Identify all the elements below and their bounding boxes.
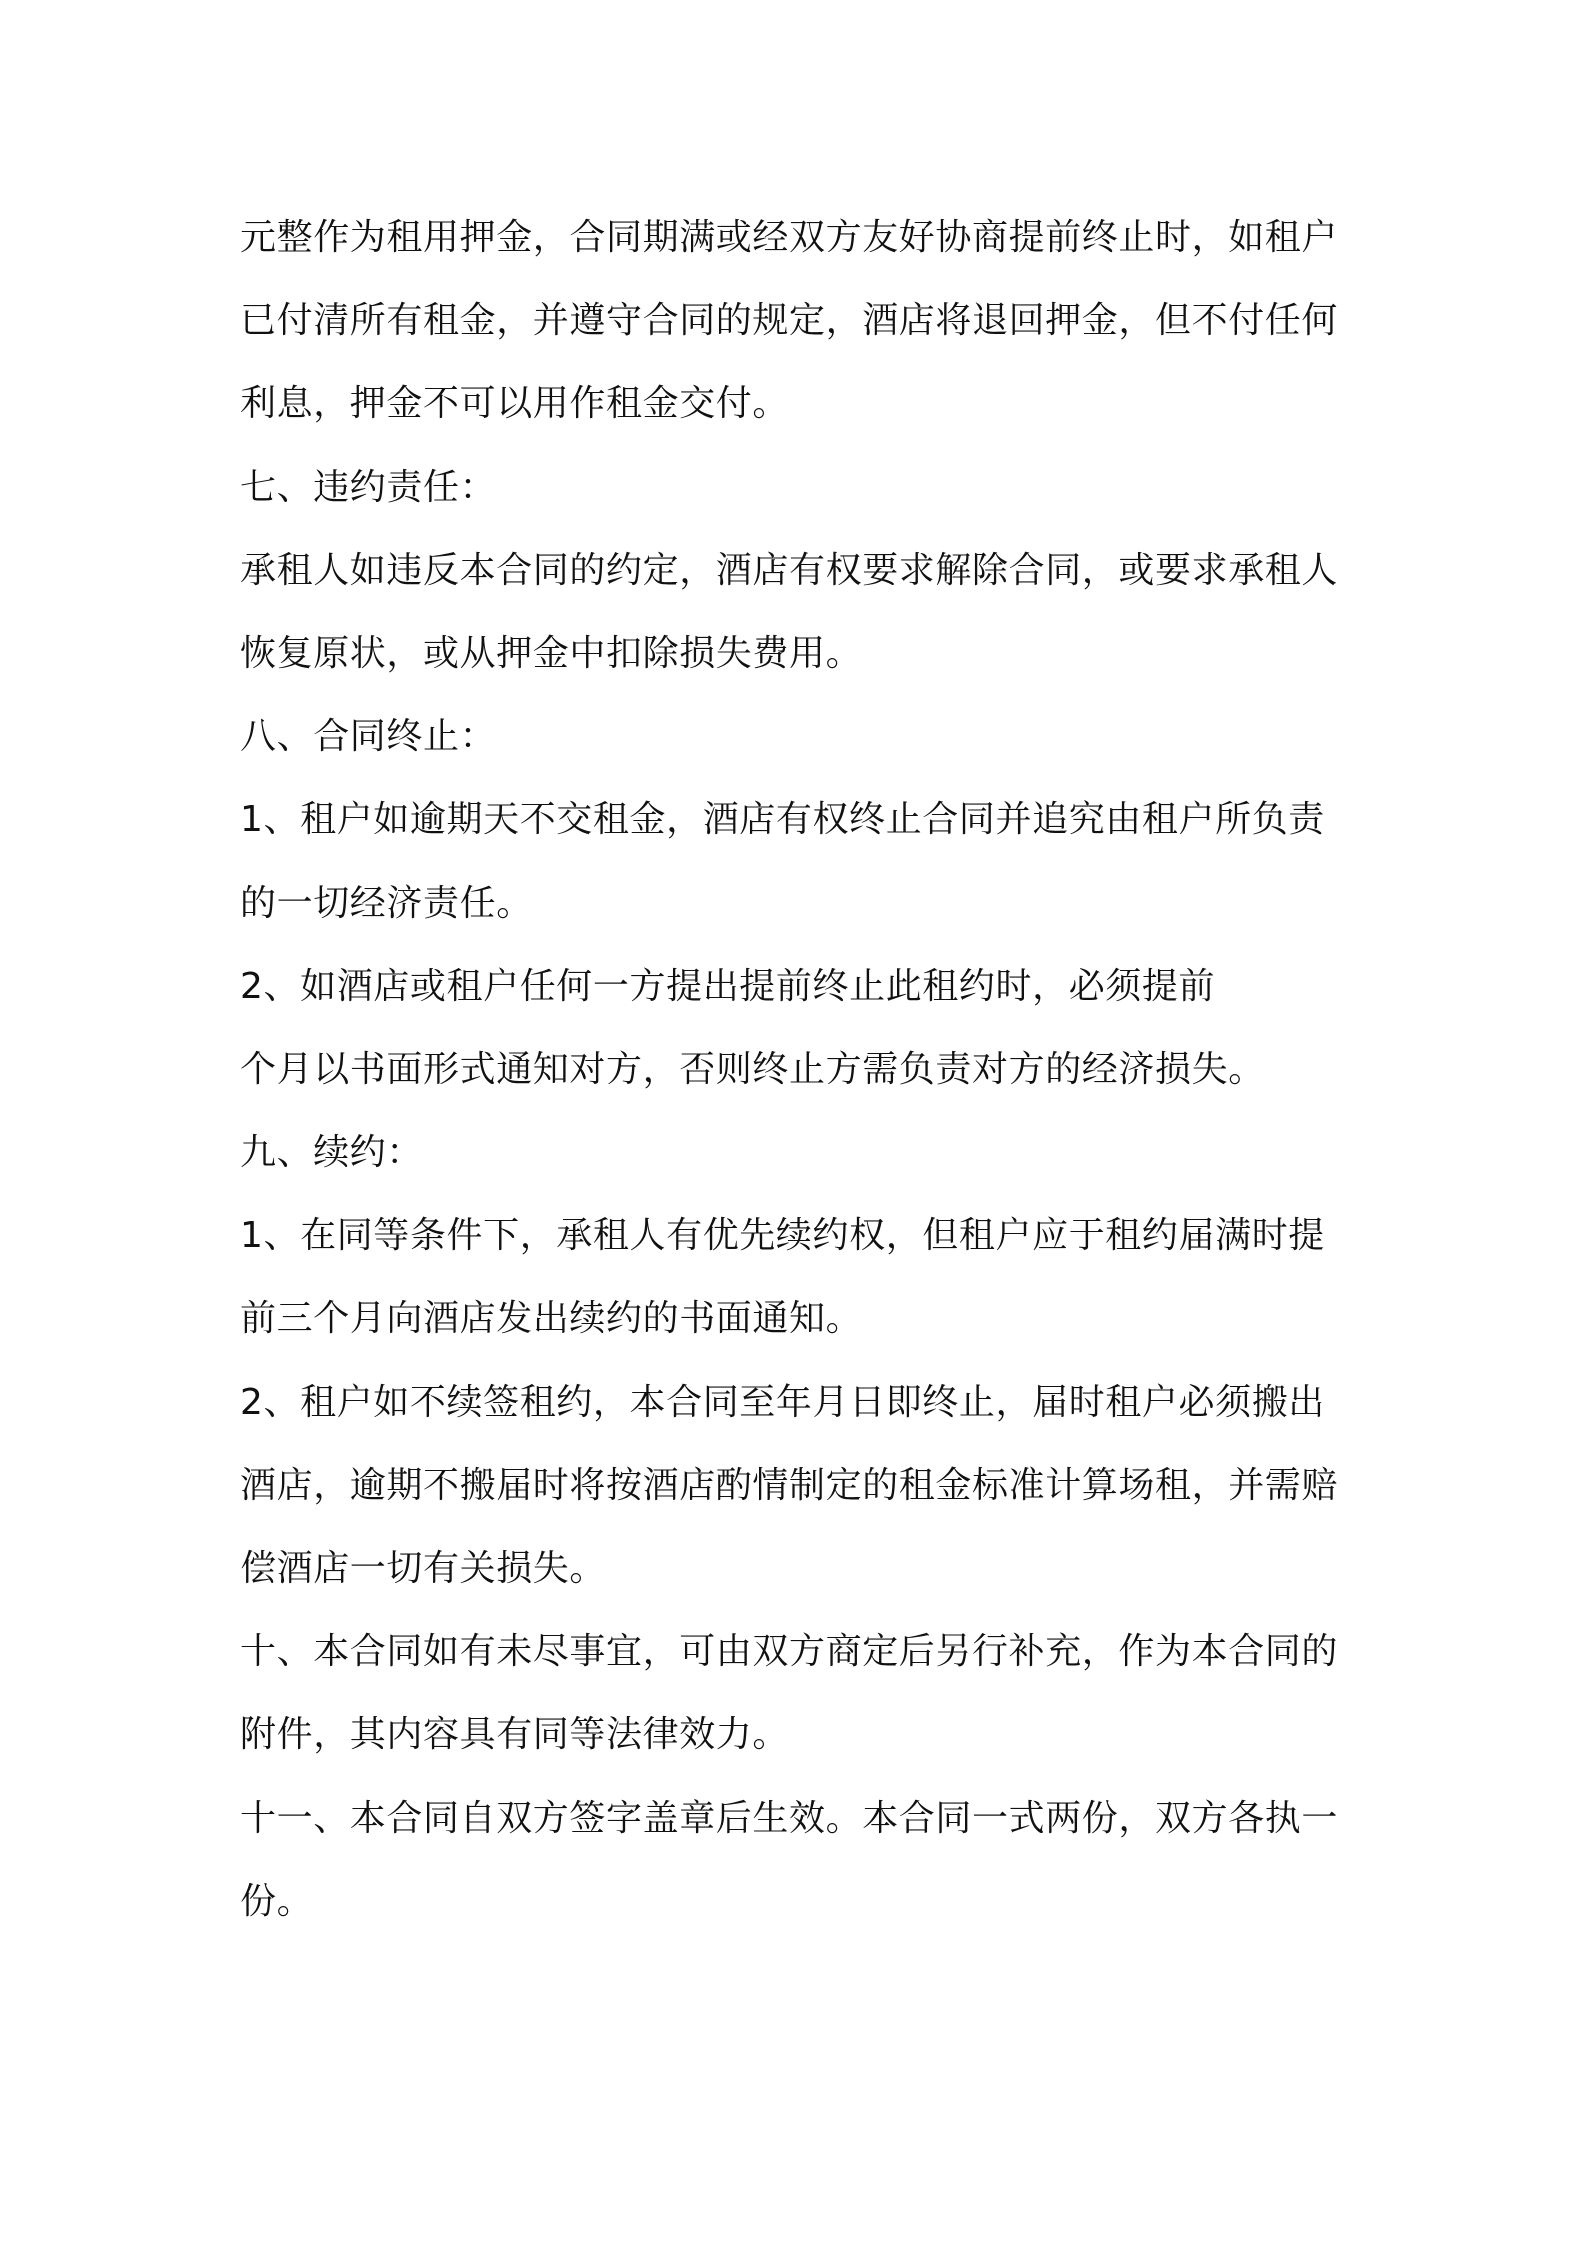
text-line-deposit: 利息，押金不可以用作租金交付。 xyxy=(240,383,790,425)
text-line-renewal: 2、租户如不续签租约，本合同至年月日即终止，届时租户必须搬出 xyxy=(240,1381,1325,1423)
clause-supplement: 附件，其内容具有同等法律效力。 xyxy=(240,1714,790,1756)
text-line-deposit: 已付清所有租金，并遵守合同的规定，酒店将退回押金，但不付任何 xyxy=(240,300,1339,342)
text-line-termination: 2、如酒店或租户任何一方提出提前终止此租约时，必须提前 xyxy=(240,965,1216,1007)
section-heading-termination: 八、合同终止： xyxy=(240,716,497,758)
clause-supplement: 十、本合同如有未尽事宜，可由双方商定后另行补充，作为本合同的 xyxy=(240,1631,1339,1673)
text-line-breach: 恢复原状，或从押金中扣除损失费用。 xyxy=(240,632,863,674)
text-line-termination: 1、租户如逾期天不交租金，酒店有权终止合同并追究由租户所负责 xyxy=(240,799,1325,841)
text-line-renewal: 酒店，逾期不搬届时将按酒店酌情制定的租金标准计算场租，并需赔 xyxy=(240,1464,1339,1506)
document-body xyxy=(240,196,1365,1943)
section-heading-breach: 七、违约责任： xyxy=(240,466,497,508)
clause-effect: 份。 xyxy=(240,1880,314,1922)
text-line-termination: 的一切经济责任。 xyxy=(240,882,533,924)
text-line-renewal: 1、在同等条件下，承租人有优先续约权，但租户应于租约届满时提 xyxy=(240,1215,1325,1257)
text-line-termination: 个月以书面形式通知对方，否则终止方需负责对方的经济损失。 xyxy=(240,1048,1265,1090)
text-line-renewal: 前三个月向酒店发出续约的书面通知。 xyxy=(240,1298,863,1340)
text-line-deposit: 元整作为租用押金，合同期满或经双方友好协商提前终止时，如租户 xyxy=(240,217,1339,258)
clause-effect: 十一、本合同自双方签字盖章后生效。本合同一式两份，双方各执一 xyxy=(240,1797,1339,1839)
text-line-renewal: 偿酒店一切有关损失。 xyxy=(240,1548,607,1589)
text-line-breach: 承租人如违反本合同的约定，酒店有权要求解除合同，或要求承租人 xyxy=(240,549,1339,591)
section-heading-renewal: 九、续约： xyxy=(240,1132,424,1174)
